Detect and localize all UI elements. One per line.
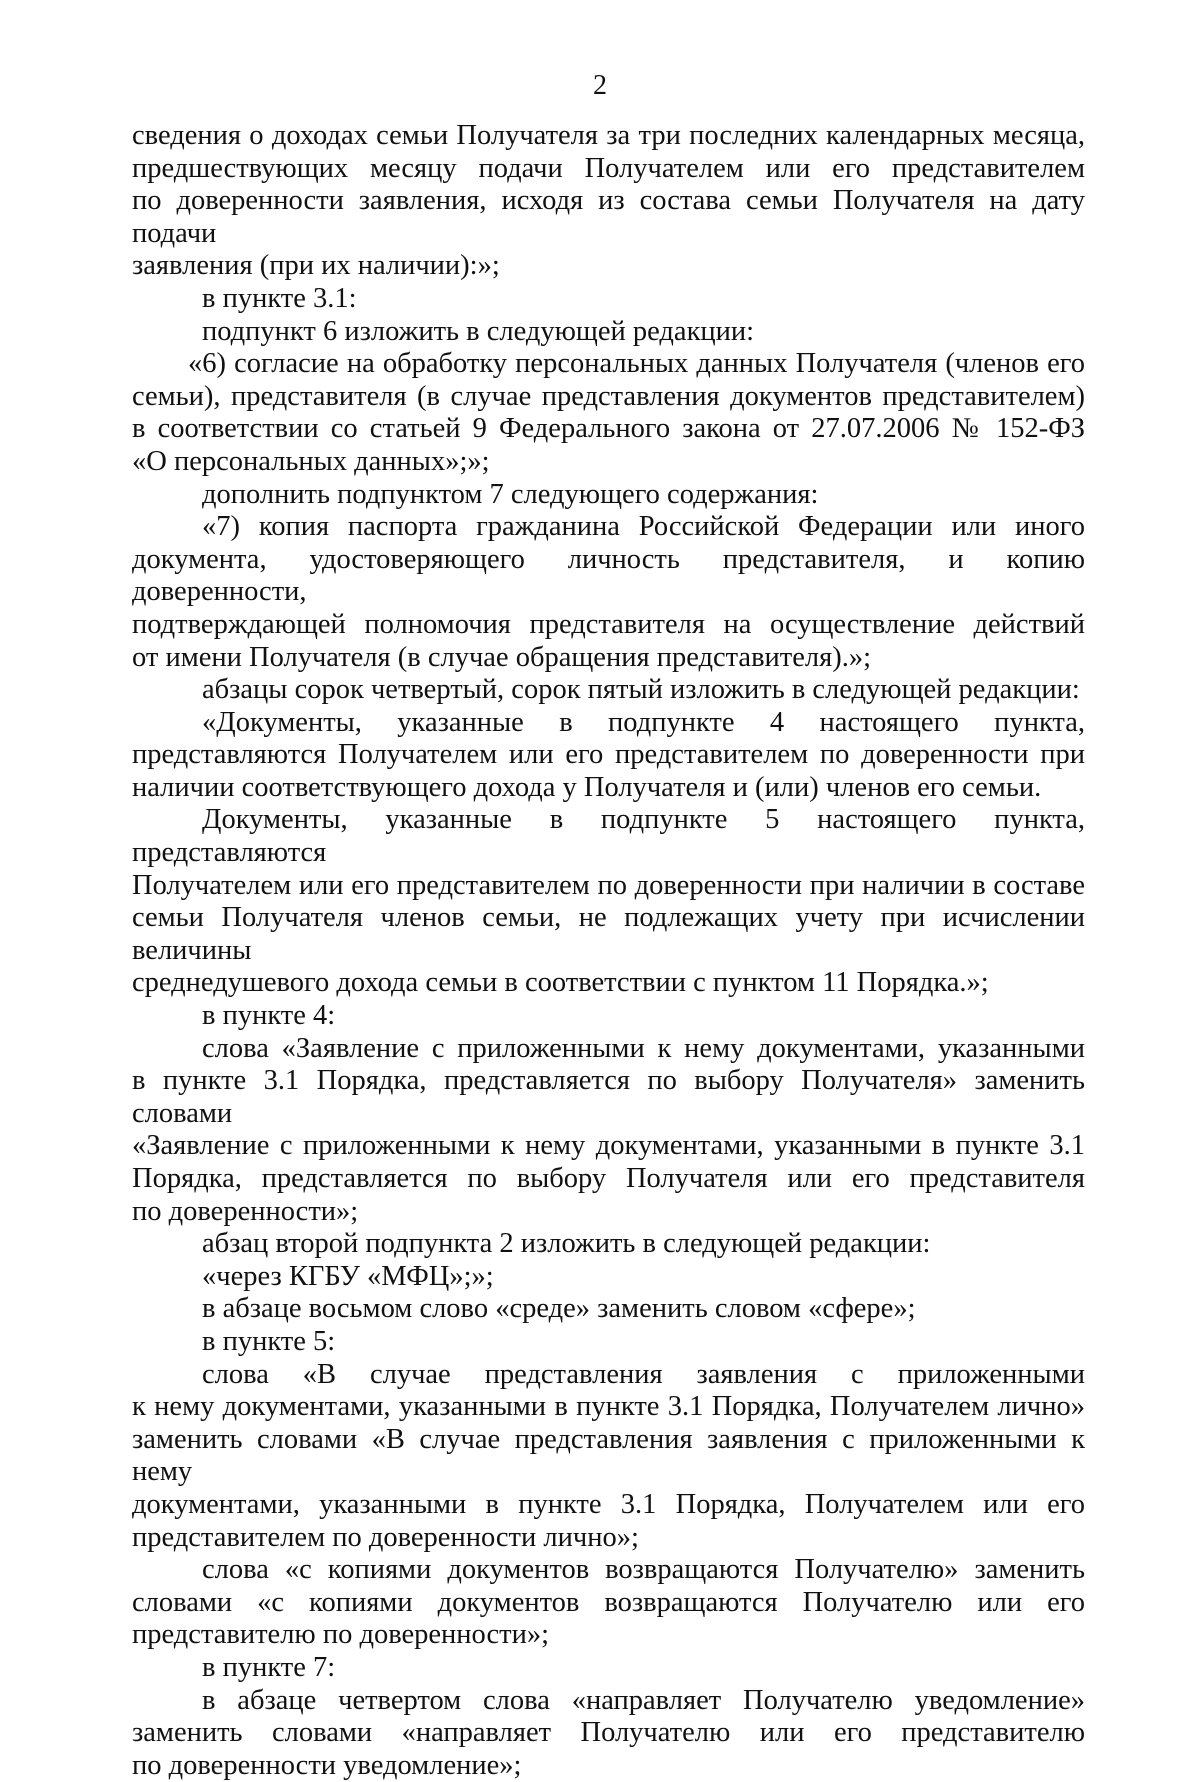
- text-line: «6) согласие на обработку персональных данных Получателя (членов его: [188, 348, 1085, 380]
- text-line: в соответствии со статьей 9 Федерального закона от 27.07.2006 № 152-ФЗ: [132, 413, 1085, 445]
- text-line: абзац второй подпункта 2 изложить в следующей редакции:: [202, 1228, 931, 1260]
- text-line: представляются Получателем или его представителем по доверенности при: [132, 739, 1085, 771]
- text-line: в пункте 7:: [202, 1651, 336, 1683]
- text-line: в пункте 4:: [202, 1000, 336, 1032]
- text-line: к нему документами, указанными в пункте 3.1 Порядка, Получателем лично»: [132, 1391, 1085, 1423]
- text-line: подпункт 6 изложить в следующей редакции:: [202, 315, 755, 347]
- text-line: «Документы, указанные в подпункте 4 настоящего пункта,: [202, 706, 1085, 738]
- text-line: «Заявление с приложенными к нему документами, указанными в пункте 3.1: [132, 1130, 1085, 1162]
- text-line: наличии соответствующего дохода у Получателя и (или) членов его семьи.: [132, 771, 1042, 803]
- text-line: в абзаце четвертом слова «направляет Получателю уведомление»: [202, 1684, 1085, 1716]
- text-line: по доверенности уведомление»;: [132, 1749, 522, 1781]
- text-line: Порядка, представляется по выбору Получателя или его представителя: [132, 1163, 1085, 1194]
- text-line: по доверенности»;: [132, 1195, 359, 1227]
- text-line: абзацы сорок четвертый, сорок пятый изложить в следующей редакции:: [202, 674, 1080, 706]
- text-line: «О персональных данных»;»;: [132, 445, 490, 477]
- text-line: «через КГБУ «МФЦ»;»;: [202, 1260, 494, 1292]
- text-line: заменить словами «В случае представления заявления с приложенными к нему: [132, 1423, 1085, 1488]
- text-line: предшествующих месяцу подачи Получателем или его представителем: [132, 152, 1085, 184]
- text-line: Документы, указанные в подпункте 5 настоящего пункта, представляются: [132, 804, 1085, 869]
- text-line: словами «с копиями документов возвращаются Получателю или его: [132, 1586, 1085, 1618]
- text-line: в пункте 3.1:: [202, 282, 357, 314]
- text-line: подтверждающей полномочия представителя на осуществление действий: [132, 608, 1085, 640]
- text-line: представителем по доверенности лично»;: [132, 1521, 639, 1553]
- text-line: от имени Получателя (в случае обращения представителя).»;: [132, 641, 871, 673]
- text-line: документами, указанными в пункте 3.1 Порядка, Получателем или его: [132, 1488, 1085, 1520]
- text-line: заявления (при их наличии):»;: [132, 250, 500, 282]
- text-line: в пункте 5:: [202, 1325, 336, 1357]
- text-line: сведения о доходах семьи Получателя за три последних календарных месяца,: [132, 120, 1085, 151]
- text-line: слова «с копиями документов возвращаются Получателю» заменить: [202, 1554, 1085, 1586]
- text-line: среднедушевого дохода семьи в соответствии с пунктом 11 Порядка.»;: [132, 967, 989, 999]
- text-line: семьи), представителя (в случае представления документов представителем): [132, 380, 1085, 412]
- text-line: слова «В случае представления заявления с приложенными: [202, 1358, 1085, 1390]
- text-line: представителю по доверенности»;: [132, 1619, 550, 1651]
- text-line: заменить словами «направляет Получателю или его представителю: [132, 1717, 1085, 1749]
- text-line: семьи Получателя членов семьи, не подлежащих учету при исчислении величины: [132, 902, 1085, 966]
- page-number: 2: [593, 70, 607, 101]
- text-line: слова «Заявление с приложенными к нему документами, указанными: [202, 1032, 1085, 1064]
- text-line: документа, удостоверяющего личность представителя, и копию доверенности,: [132, 543, 1085, 608]
- text-line: в пункте 3.1 Порядка, представляется по выбору Получателя» заменить словами: [132, 1065, 1085, 1129]
- text-line: дополнить подпунктом 7 следующего содержания:: [202, 478, 819, 510]
- text-line: по доверенности заявления, исходя из состава семьи Получателя на дату подачи: [132, 185, 1085, 249]
- text-line: «7) копия паспорта гражданина Российской Федерации или иного: [202, 511, 1085, 543]
- text-line: в абзаце восьмом слово «среде» заменить словом «сфере»;: [202, 1293, 916, 1325]
- text-line: Получателем или его представителем по доверенности при наличии в составе: [132, 869, 1085, 901]
- document-body: [132, 120, 1085, 1782]
